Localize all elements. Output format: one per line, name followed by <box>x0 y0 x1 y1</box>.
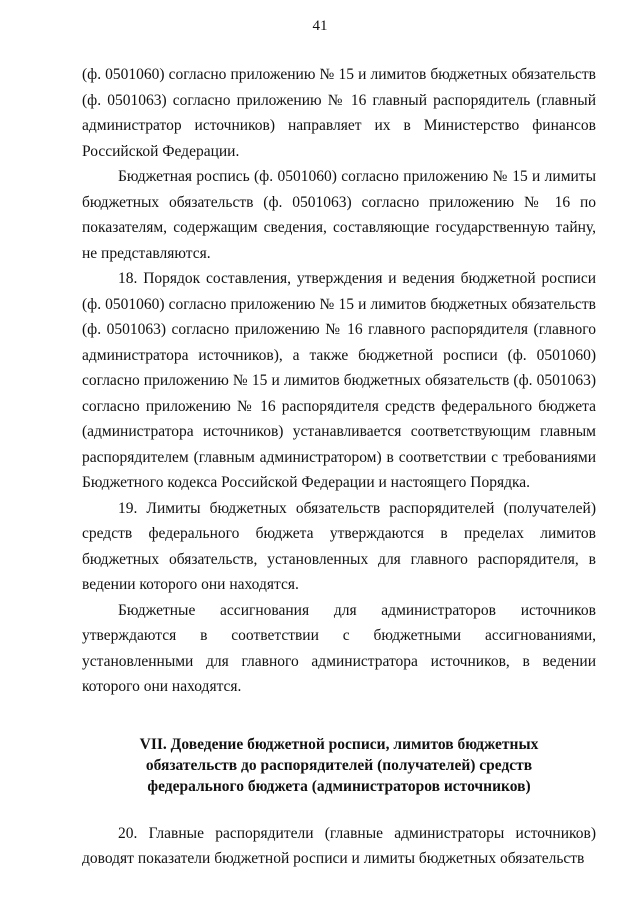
paragraph-item-19: 19. Лимиты бюджетных обязательств распорядителей (получателей) средств федерального бюджета утверждаются в пределах лимитов бюджетных обязательств, установленных для главного распорядителя, в ведении которого они находятся. <box>82 499 596 593</box>
section-heading-line: федерального бюджета (администраторов источников) <box>147 777 531 795</box>
paragraph-allocations: Бюджетные ассигнования для администраторов источников утверждаются в соответствии с бюджетными ассигнованиями, установленными для главного администратора источников, в ведении которого они находятся. <box>82 601 596 695</box>
section-heading-vii <box>82 734 596 797</box>
paragraph-secret-exception: Бюджетная роспись (ф. 0501060) согласно приложению № 15 и лимиты бюджетных обязательств (ф. 0501063) согласно приложению № 16 по показателям, содержащим сведения, составляющие государственную тайну, не представляются. <box>82 168 596 262</box>
page-number: 41 <box>312 18 328 34</box>
paragraph-item-18: 18. Порядок составления, утверждения и ведения бюджетной росписи (ф. 0501060) согласно приложению № 15 и лимитов бюджетных обязательств (ф. 0501063) согласно приложению № 16 главного распорядителя (главного администратора источников), а также бюджетной росписи (ф. 0501060) согласно приложению № 15 и лимитов бюджетных обязательств (ф. 0501063) согласно приложению № 16 распорядителя средств федерального бюджета (администратора источников) устанавливается соответствующим главным распорядителем (главным администратором) в соответствии с требованиями Бюджетного кодекса Российской Федерации и настоящего Порядка. <box>82 270 596 491</box>
document-body <box>82 62 596 872</box>
section-heading-line: обязательств до распорядителей (получателей) средств <box>145 756 533 774</box>
paragraph-continuation: (ф. 0501060) согласно приложению № 15 и лимитов бюджетных обязательств (ф. 0501063) согласно приложению № 16 главный распорядитель (главный администратор источников) направляет их в Министерство финансов Российской Федерации. <box>82 66 596 160</box>
section-heading-line: VII. Доведение бюджетной росписи, лимитов бюджетных <box>139 735 539 753</box>
paragraph-item-20: 20. Главные распорядители (главные администраторы источников) доводят показатели бюджетной росписи и лимиты бюджетных обязательств <box>82 824 596 867</box>
